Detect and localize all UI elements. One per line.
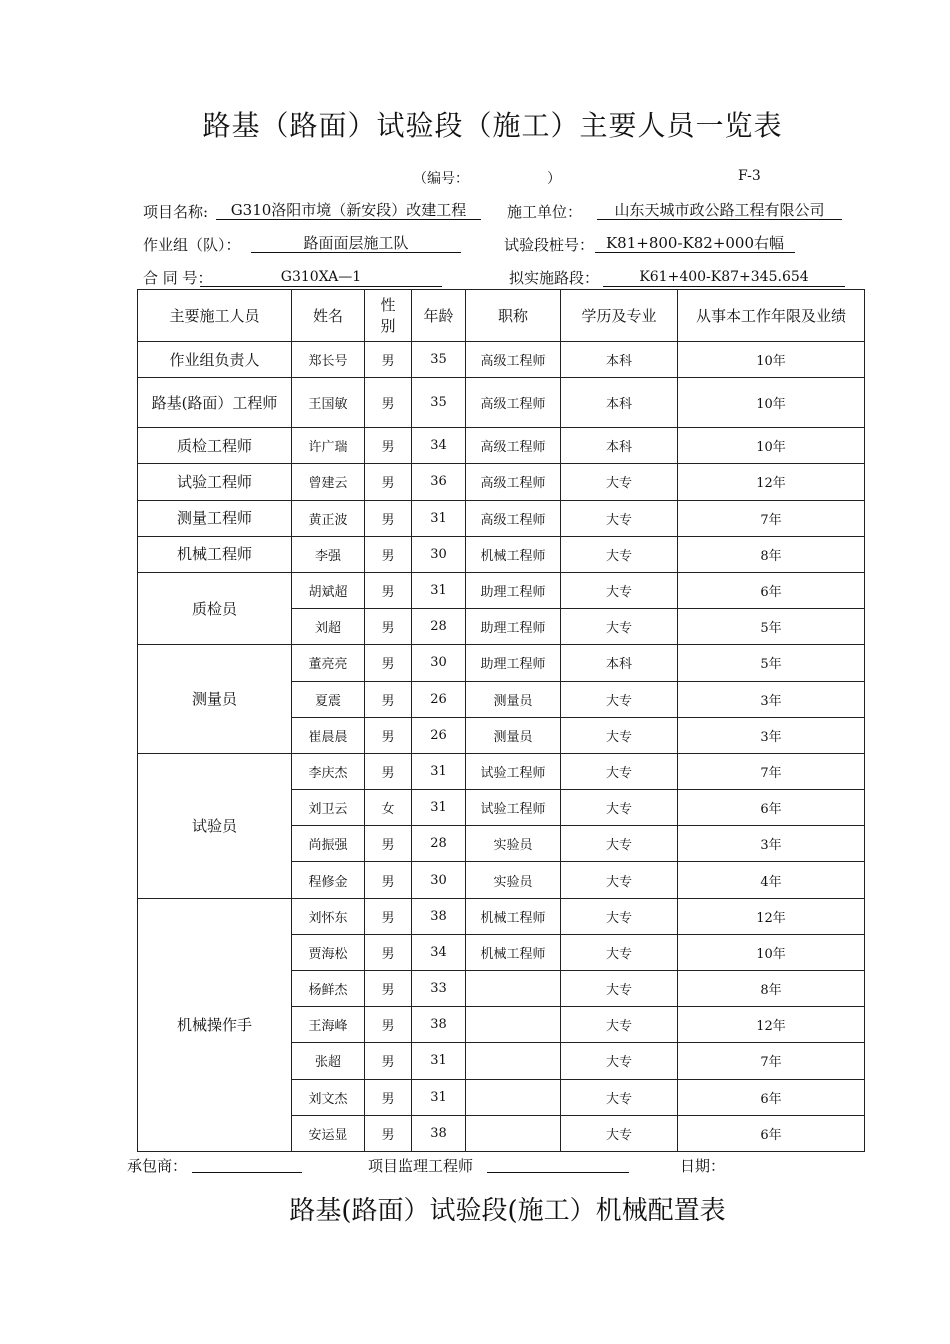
gender-cell: 男 xyxy=(365,572,412,608)
education-cell: 大专 xyxy=(561,971,678,1007)
age-cell: 38 xyxy=(412,1115,466,1151)
table-row xyxy=(138,645,865,681)
gender-cell: 男 xyxy=(365,500,412,536)
section-title: 路基(路面）试验段(施工）机械配置表 xyxy=(289,1196,726,1226)
experience-cell: 8年 xyxy=(678,536,865,572)
gender-cell: 男 xyxy=(365,898,412,934)
project-label: 项目名称: xyxy=(143,203,209,221)
name-cell: 安运显 xyxy=(292,1115,365,1151)
page-title: 路基（路面）试验段（施工）主要人员一览表 xyxy=(202,109,783,142)
gender-cell: 男 xyxy=(365,971,412,1007)
name-cell: 杨鲜杰 xyxy=(292,971,365,1007)
name-cell: 程修金 xyxy=(292,862,365,898)
title-cell: 高级工程师 xyxy=(466,500,561,536)
title-cell xyxy=(466,971,561,1007)
gender-cell: 男 xyxy=(365,428,412,464)
experience-cell: 6年 xyxy=(678,790,865,826)
table-row xyxy=(138,378,865,428)
experience-cell: 3年 xyxy=(678,717,865,753)
experience-cell: 12年 xyxy=(678,464,865,500)
name-cell: 王海峰 xyxy=(292,1007,365,1043)
education-cell: 本科 xyxy=(561,645,678,681)
gender-cell: 男 xyxy=(365,862,412,898)
contractor-label: 承包商： xyxy=(127,1157,188,1175)
section-value: K61+400-K87+345.654 xyxy=(603,268,845,287)
gender-cell: 男 xyxy=(365,826,412,862)
age-cell: 30 xyxy=(412,536,466,572)
stake-label: 试验段桩号： xyxy=(504,236,595,254)
gender-cell: 男 xyxy=(365,753,412,789)
title-cell: 实验员 xyxy=(466,826,561,862)
name-cell: 贾海松 xyxy=(292,934,365,970)
role-cell: 质检员 xyxy=(138,572,292,644)
experience-cell: 8年 xyxy=(678,971,865,1007)
education-cell: 大专 xyxy=(561,862,678,898)
education-cell: 大专 xyxy=(561,681,678,717)
contractor-signature-line[interactable] xyxy=(192,1172,302,1173)
education-cell: 大专 xyxy=(561,1043,678,1079)
age-cell: 31 xyxy=(412,572,466,608)
title-cell: 助理工程师 xyxy=(466,645,561,681)
name-cell: 黄正波 xyxy=(292,500,365,536)
gender-cell: 男 xyxy=(365,1115,412,1151)
education-cell: 大专 xyxy=(561,826,678,862)
age-cell: 35 xyxy=(412,342,466,378)
title-cell: 测量员 xyxy=(466,717,561,753)
education-cell: 大专 xyxy=(561,536,678,572)
title-cell: 助理工程师 xyxy=(466,572,561,608)
title-cell: 助理工程师 xyxy=(466,609,561,645)
experience-cell: 3年 xyxy=(678,681,865,717)
col-education: 学历及专业 xyxy=(561,290,678,342)
col-role: 主要施工人员 xyxy=(138,290,292,342)
experience-cell: 6年 xyxy=(678,572,865,608)
table-row xyxy=(138,898,865,934)
gender-cell: 男 xyxy=(365,378,412,428)
unit-label: 施工单位： xyxy=(507,203,583,221)
education-cell: 大专 xyxy=(561,934,678,970)
gender-cell: 男 xyxy=(365,536,412,572)
number-close: ） xyxy=(547,171,561,187)
table-row xyxy=(138,500,865,536)
unit-value: 山东天城市政公路工程有限公司 xyxy=(597,201,842,220)
form-code: F-3 xyxy=(738,168,761,184)
education-cell: 大专 xyxy=(561,1115,678,1151)
education-cell: 大专 xyxy=(561,609,678,645)
name-cell: 张超 xyxy=(292,1043,365,1079)
role-cell: 路基(路面）工程师 xyxy=(138,378,292,428)
title-cell: 高级工程师 xyxy=(466,428,561,464)
gender-cell: 男 xyxy=(365,1079,412,1115)
gender-cell: 男 xyxy=(365,934,412,970)
title-cell xyxy=(466,1079,561,1115)
col-age: 年龄 xyxy=(412,290,466,342)
age-cell: 30 xyxy=(412,645,466,681)
table-row xyxy=(138,464,865,500)
contract-label: 合 同 号： xyxy=(143,269,213,287)
name-cell: 李强 xyxy=(292,536,365,572)
name-cell: 董亮亮 xyxy=(292,645,365,681)
name-cell: 尚振强 xyxy=(292,826,365,862)
personnel-table xyxy=(137,289,865,1152)
education-cell: 大专 xyxy=(561,790,678,826)
section-label: 拟实施路段： xyxy=(509,269,600,287)
col-experience: 从事本工作年限及业绩 xyxy=(678,290,865,342)
table-row xyxy=(138,753,865,789)
education-cell: 大专 xyxy=(561,753,678,789)
supervisor-label: 项目监理工程师 xyxy=(368,1157,474,1175)
name-cell: 刘怀东 xyxy=(292,898,365,934)
experience-cell: 4年 xyxy=(678,862,865,898)
name-cell: 王国敏 xyxy=(292,378,365,428)
name-cell: 刘卫云 xyxy=(292,790,365,826)
gender-cell: 男 xyxy=(365,1007,412,1043)
experience-cell: 10年 xyxy=(678,934,865,970)
number-label: （编号： xyxy=(413,171,469,187)
education-cell: 大专 xyxy=(561,1079,678,1115)
education-cell: 大专 xyxy=(561,717,678,753)
age-cell: 31 xyxy=(412,753,466,789)
role-cell: 试验员 xyxy=(138,753,292,898)
age-cell: 26 xyxy=(412,717,466,753)
name-cell: 夏震 xyxy=(292,681,365,717)
education-cell: 大专 xyxy=(561,898,678,934)
education-cell: 本科 xyxy=(561,342,678,378)
gender-cell: 男 xyxy=(365,717,412,753)
education-cell: 大专 xyxy=(561,572,678,608)
role-cell: 试验工程师 xyxy=(138,464,292,500)
title-cell: 测量员 xyxy=(466,681,561,717)
role-cell: 质检工程师 xyxy=(138,428,292,464)
title-cell xyxy=(466,1043,561,1079)
age-cell: 31 xyxy=(412,1043,466,1079)
team-label: 作业组（队）： xyxy=(143,236,241,254)
education-cell: 本科 xyxy=(561,428,678,464)
title-cell: 试验工程师 xyxy=(466,790,561,826)
age-cell: 31 xyxy=(412,500,466,536)
title-cell xyxy=(466,1007,561,1043)
project-value: G310洛阳市境（新安段）改建工程 xyxy=(216,201,481,220)
col-name: 姓名 xyxy=(292,290,365,342)
age-cell: 34 xyxy=(412,934,466,970)
experience-cell: 10年 xyxy=(678,342,865,378)
stake-value: K81+800-K82+000右幅 xyxy=(595,234,795,253)
education-cell: 大专 xyxy=(561,464,678,500)
education-cell: 大专 xyxy=(561,1007,678,1043)
table-row xyxy=(138,536,865,572)
age-cell: 31 xyxy=(412,1079,466,1115)
role-cell: 测量工程师 xyxy=(138,500,292,536)
table-row xyxy=(138,572,865,608)
gender-cell: 男 xyxy=(365,681,412,717)
name-cell: 李庆杰 xyxy=(292,753,365,789)
table-row xyxy=(138,342,865,378)
name-cell: 崔晨晨 xyxy=(292,717,365,753)
table-row xyxy=(138,428,865,464)
experience-cell: 7年 xyxy=(678,753,865,789)
education-cell: 大专 xyxy=(561,500,678,536)
title-cell: 机械工程师 xyxy=(466,898,561,934)
title-cell: 高级工程师 xyxy=(466,378,561,428)
experience-cell: 12年 xyxy=(678,1007,865,1043)
role-cell: 测量员 xyxy=(138,645,292,754)
name-cell: 刘超 xyxy=(292,609,365,645)
role-cell: 机械操作手 xyxy=(138,898,292,1151)
title-cell: 机械工程师 xyxy=(466,536,561,572)
experience-cell: 6年 xyxy=(678,1079,865,1115)
role-cell: 机械工程师 xyxy=(138,536,292,572)
experience-cell: 3年 xyxy=(678,826,865,862)
experience-cell: 5年 xyxy=(678,609,865,645)
age-cell: 34 xyxy=(412,428,466,464)
title-cell: 试验工程师 xyxy=(466,753,561,789)
col-gender: 性别 xyxy=(365,290,412,342)
date-label: 日期： xyxy=(680,1157,726,1175)
gender-cell: 男 xyxy=(365,609,412,645)
col-title: 职称 xyxy=(466,290,561,342)
experience-cell: 10年 xyxy=(678,428,865,464)
gender-cell: 女 xyxy=(365,790,412,826)
age-cell: 28 xyxy=(412,609,466,645)
gender-cell: 男 xyxy=(365,464,412,500)
experience-cell: 7年 xyxy=(678,1043,865,1079)
age-cell: 31 xyxy=(412,790,466,826)
age-cell: 38 xyxy=(412,1007,466,1043)
title-cell: 高级工程师 xyxy=(466,342,561,378)
name-cell: 刘文杰 xyxy=(292,1079,365,1115)
title-cell xyxy=(466,1115,561,1151)
supervisor-signature-line[interactable] xyxy=(487,1172,629,1173)
table-header-row xyxy=(138,290,865,342)
age-cell: 30 xyxy=(412,862,466,898)
education-cell: 本科 xyxy=(561,378,678,428)
gender-cell: 男 xyxy=(365,1043,412,1079)
team-value: 路面面层施工队 xyxy=(251,234,461,253)
experience-cell: 6年 xyxy=(678,1115,865,1151)
contract-value: G310XA—1 xyxy=(200,268,442,287)
age-cell: 33 xyxy=(412,971,466,1007)
experience-cell: 5年 xyxy=(678,645,865,681)
age-cell: 28 xyxy=(412,826,466,862)
role-cell: 作业组负责人 xyxy=(138,342,292,378)
experience-cell: 12年 xyxy=(678,898,865,934)
age-cell: 35 xyxy=(412,378,466,428)
experience-cell: 7年 xyxy=(678,500,865,536)
gender-cell: 男 xyxy=(365,645,412,681)
name-cell: 郑长号 xyxy=(292,342,365,378)
title-cell: 高级工程师 xyxy=(466,464,561,500)
name-cell: 曾建云 xyxy=(292,464,365,500)
name-cell: 胡斌超 xyxy=(292,572,365,608)
experience-cell: 10年 xyxy=(678,378,865,428)
title-cell: 机械工程师 xyxy=(466,934,561,970)
age-cell: 36 xyxy=(412,464,466,500)
name-cell: 许广瑞 xyxy=(292,428,365,464)
age-cell: 38 xyxy=(412,898,466,934)
gender-cell: 男 xyxy=(365,342,412,378)
age-cell: 26 xyxy=(412,681,466,717)
title-cell: 实验员 xyxy=(466,862,561,898)
